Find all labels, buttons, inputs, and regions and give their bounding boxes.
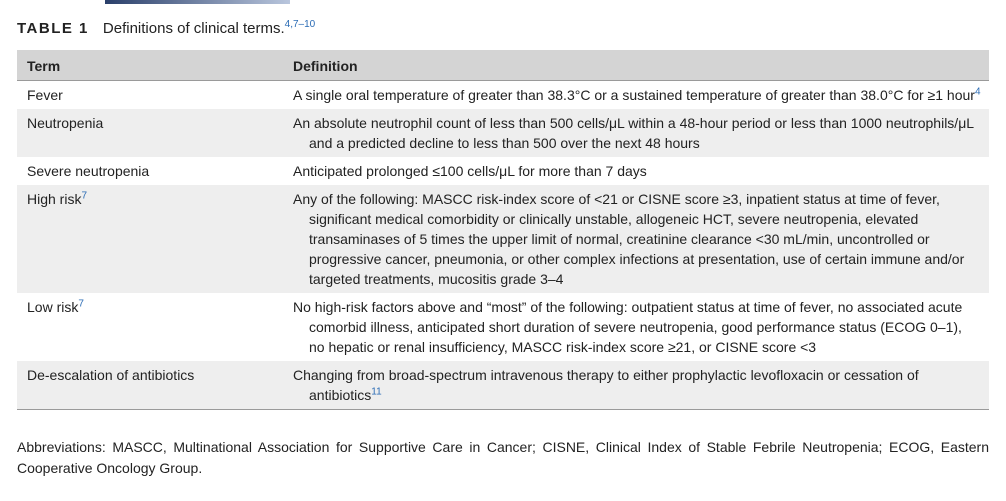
term-text: De-escalation of antibiotics xyxy=(27,367,195,383)
definition-text: A single oral temperature of greater than 38.3°C or a sustained temperature of greater than 38.0°C for ≥1 hour xyxy=(293,87,975,103)
definition-cell xyxy=(283,361,989,410)
definition-citation[interactable]: 11 xyxy=(371,386,382,398)
table-caption xyxy=(17,20,315,37)
definition-cell xyxy=(283,109,989,157)
table-row xyxy=(17,293,989,361)
table-row xyxy=(17,109,989,157)
term-text: Neutropenia xyxy=(27,115,104,131)
table-row xyxy=(17,157,989,185)
header-image-strip xyxy=(105,0,290,4)
table-label: TABLE 1 xyxy=(17,20,89,37)
definition-cell xyxy=(283,293,989,361)
definitions-table xyxy=(17,50,989,410)
term-cell xyxy=(17,81,283,110)
term-citation[interactable]: 7 xyxy=(81,190,88,202)
term-text: Low risk xyxy=(27,299,79,315)
definition-cell xyxy=(283,81,989,110)
term-text: High risk xyxy=(27,191,82,207)
definition-text-block xyxy=(293,113,981,153)
definition-text: Anticipated prolonged ≤100 cells/μL for more than 7 days xyxy=(293,163,647,179)
table-row xyxy=(17,361,989,410)
table-title: Definitions of clinical terms. xyxy=(102,20,285,37)
term-cell xyxy=(17,157,283,185)
definition-text-block xyxy=(293,85,981,105)
definition-text: An absolute neutrophil count of less than 500 cells/μL within a 48-hour period or less than 1000 neutrophils/μL and a predicted decline to less than 500 over the next 48 hours xyxy=(293,115,974,151)
header-definition: Definition xyxy=(283,50,989,81)
caption-citation[interactable]: 4,7–10 xyxy=(284,19,316,30)
table-row xyxy=(17,185,989,293)
definition-text: No high-risk factors above and “most” of the following: outpatient status at time of fever, no associated acute comorbid illness, anticipated short duration of severe neutropenia, good performance status (ECOG 0–1), no hepatic or renal insufficiency, MASCC risk-index score ≥21, or CISNE score <3 xyxy=(293,299,963,355)
table-footnote: Abbreviations: MASCC, Multinational Association for Supportive Care in Cancer; CISNE, Clinical Index of Stable Febrile Neutropenia; ECOG, Eastern Cooperative Oncology Group. xyxy=(17,439,989,476)
definition-text: Any of the following: MASCC risk-index score of <21 or CISNE score ≥3, inpatient status at time of fever, significant medical comorbidity or clinically unstable, allogeneic HCT, severe neutropenia, elevated transaminases of 5 times the upper limit of normal, creatinine clearance <30 mL/min, uncontrolled or progressive cancer, pneumonia, or other complex infections at presentation, use of certain immune and/or targeted treatments, mucositis grade 3–4 xyxy=(293,191,965,287)
term-cell xyxy=(17,109,283,157)
definition-text-block xyxy=(293,161,981,181)
table-header-row xyxy=(17,50,989,81)
header-term: Term xyxy=(17,50,283,81)
term-cell xyxy=(17,361,283,410)
term-citation[interactable]: 7 xyxy=(78,298,84,310)
definition-text-block xyxy=(293,365,981,405)
definition-cell xyxy=(283,185,989,293)
definition-cell xyxy=(283,157,989,185)
definition-citation[interactable]: 4 xyxy=(974,86,981,98)
term-text: Severe neutropenia xyxy=(27,163,150,179)
definition-text-block xyxy=(293,189,981,289)
term-text: Fever xyxy=(27,87,63,103)
definition-text-block xyxy=(293,297,981,357)
term-cell xyxy=(17,185,283,293)
table-row xyxy=(17,81,989,110)
term-cell xyxy=(17,293,283,361)
definition-text: Changing from broad-spectrum intravenous therapy to either prophylactic levofloxacin or cessation of antibiotics xyxy=(293,367,919,403)
